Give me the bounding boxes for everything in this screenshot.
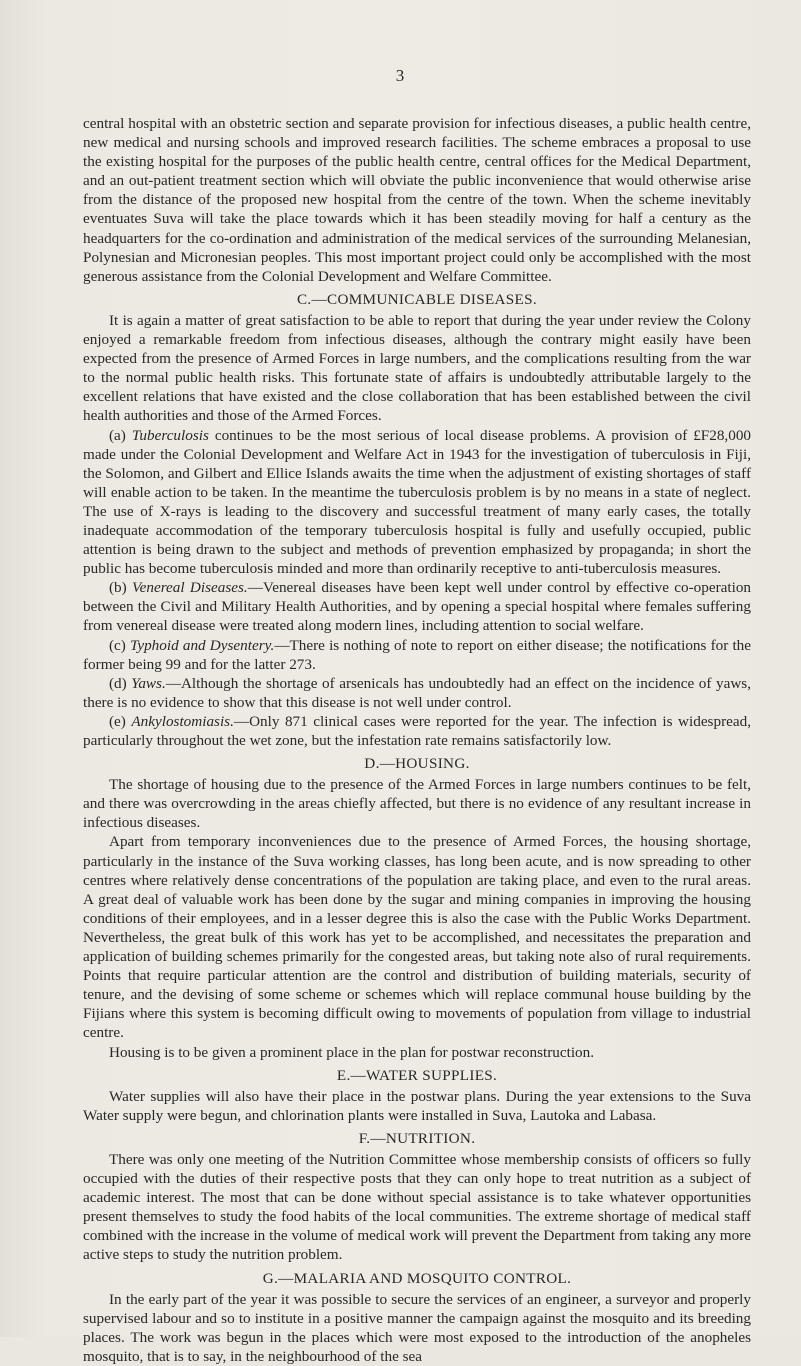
item-text: continues to be the most serious of local disease problems. A provision of £F28,000 made under the Colonial Development and Welfare Act in 1943 for the investigation of tuberculosis in Fiji, the Solomon, and Gilbert and Ellice Islands awaits the time when the adjustment of existing shortages of staff will enable action to be taken. In the meantime the tuberculosis problem is by no means in a state of neglect. The use of X-rays is leading to the discovery and successful treatment of many early cases, the totally inadequate accommodation of the temporary tuberculosis hospital is fully and usefully occupied, public attention is being drawn to the subject and methods of prevention emphasized by propaganda; in short the public has become tuberculosis minded and more than ordinarily receptive to anti-tuberculosis measures. [83,426,752,578]
item-text: —Although the shortage of arsenicals has undoubtedly had an effect on the incidence of yaws, there is no evidence to show that this disease is not well under control. [83,674,751,711]
item-label: (d) [109,674,127,692]
section-heading-water: E.—WATER SUPPLIES. [336,1066,498,1084]
item-label: (e) [109,712,126,730]
section-heading-malaria: G.—MALARIA AND MOSQUITO CONTROL. [262,1269,572,1287]
item-ankylostomiasis [83,712,751,750]
item-venereal [83,578,751,635]
item-tuberculosis [83,426,751,579]
water-paragraph: Water supplies will also have their place in the postwar plans. During the year extensions to the Suva Water supply were begun, and chlorination plants were installed in Suva, Lautoka and Labasa. [83,1087,751,1124]
item-label: (c) [109,636,126,654]
housing-paragraph: Apart from temporary inconveniences due to the presence of Armed Forces, the housing shortage, particularly in the instance of the Suva working classes, has long been acute, and is now spreading to other centres where relatively dense concentrations of the population are taking place, and even to the rural areas. A great deal of valuable work has been done by the sugar and mining companies in improving the housing conditions of their employees, and in a lesser degree this is also the case with the Public Works Department. Nevertheless, the great bulk of this work has yet to be accomplished, and necessitates the preparation and application of building schemes primarily for the congested areas, but taking note also of rural requirements. Points that require particular attention are the control and distribution of building materials, security of tenure, and the devising of some scheme or schemes which will replace communal house building by the Fijians where this system is becoming difficult owing to movements of population from village to industrial centre. [83,833,751,1042]
malaria-paragraph: In the early part of the year it was possible to secure the services of an engineer, a surveyor and properly supervised labour and so to institute in a positive manner the campaign against the mosquito and its breeding places. The work was begun in the places which were most exposed to the introduction of the anopheles mosquito, that is to say, in the neighbourhood of the sea [83,1290,751,1365]
item-text: —There is nothing of note to report on either disease; the notifications for the former being 99 and for the latter 273. [83,636,752,673]
document-body [83,114,751,1366]
item-term: Tuberculosis [131,426,209,444]
nutrition-paragraph: There was only one meeting of the Nutrition Committee whose membership consists of officers so fully occupied with the duties of their respective posts that they can only hope to treat nutrition as a subject of academic interest. The most that can be done without special assistance is to take whatever opportunities present themselves to study the food habits of the local communities. The extreme shortage of medical staff combined with the increase in the volume of medical work will prevent the Department from taking any more active steps to study the nutrition problem. [83,1150,751,1264]
item-typhoid [83,636,751,674]
item-term: Typhoid and Dysentery. [130,636,275,654]
housing-paragraph: The shortage of housing due to the presence of the Armed Forces in large numbers continues to be felt, and there was overcrowding in the areas chiefly affected, but there is no evidence of any resultant increase in infectious diseases. [83,776,751,832]
section-heading-communicable: C.—COMMUNICABLE DISEASES. [297,290,537,308]
item-term: Yaws. [131,674,166,692]
item-text: —Only 871 clinical cases were reported for the year. The infection is widespread, particularly throughout the wet zone, but the infestation rate remains satisfactorily low. [83,712,751,749]
intro-paragraph: central hospital with an obstetric section and separate provision for infectious diseases, a public health centre, new medical and nursing schools and improved research facilities. The scheme embraces a proposal to use the existing hospital for the purposes of the public health centre, central offices for the Medical Department, and an out-patient treatment section which will obviate the public inconvenience that would otherwise arise from the distance of the proposed new hospital from the centre of the town. When the scheme inevitably eventuates Suva will take the place towards which it has been steadily moving for half a century as the headquarters for the co-ordination and administration of the medical services of the surrounding Melanesian, Polynesian and Micronesian peoples. This most important project could only be accomplished with the most generous assistance from the Colonial Development and Welfare Committee. [83,115,751,285]
section-heading-housing: D.—HOUSING. [364,755,470,773]
item-text: —Venereal diseases have been kept well under control by effective co-operation between the Civil and Military Health Authorities, and by opening a special hospital where females suffering from venereal disease were treated along modern lines, including attention to social welfare. [83,579,752,635]
page-number: 3 [395,66,406,85]
item-label: (a) [109,426,126,444]
item-term: Venereal Diseases. [132,579,248,597]
item-yaws [83,674,751,712]
item-term: Ankylostomiasis. [131,712,234,730]
communicable-intro: It is again a matter of great satisfaction to be able to report that during the year under review the Colony enjoyed a remarkable freedom from infectious diseases, although the contrary might easily have been expected from the presence of Armed Forces in large numbers, and the complications resulting from the war to the normal public health risks. This fortunate state of affairs is undoubtedly attributable largely to the excellent relations that have existed and the close collaboration that has been established between the civil health authorities and those of the Armed Forces. [83,311,751,425]
item-label: (b) [109,579,127,597]
section-heading-nutrition: F.—NUTRITION. [358,1129,476,1147]
housing-paragraph: Housing is to be given a prominent place in the plan for postwar reconstruction. [109,1043,595,1061]
